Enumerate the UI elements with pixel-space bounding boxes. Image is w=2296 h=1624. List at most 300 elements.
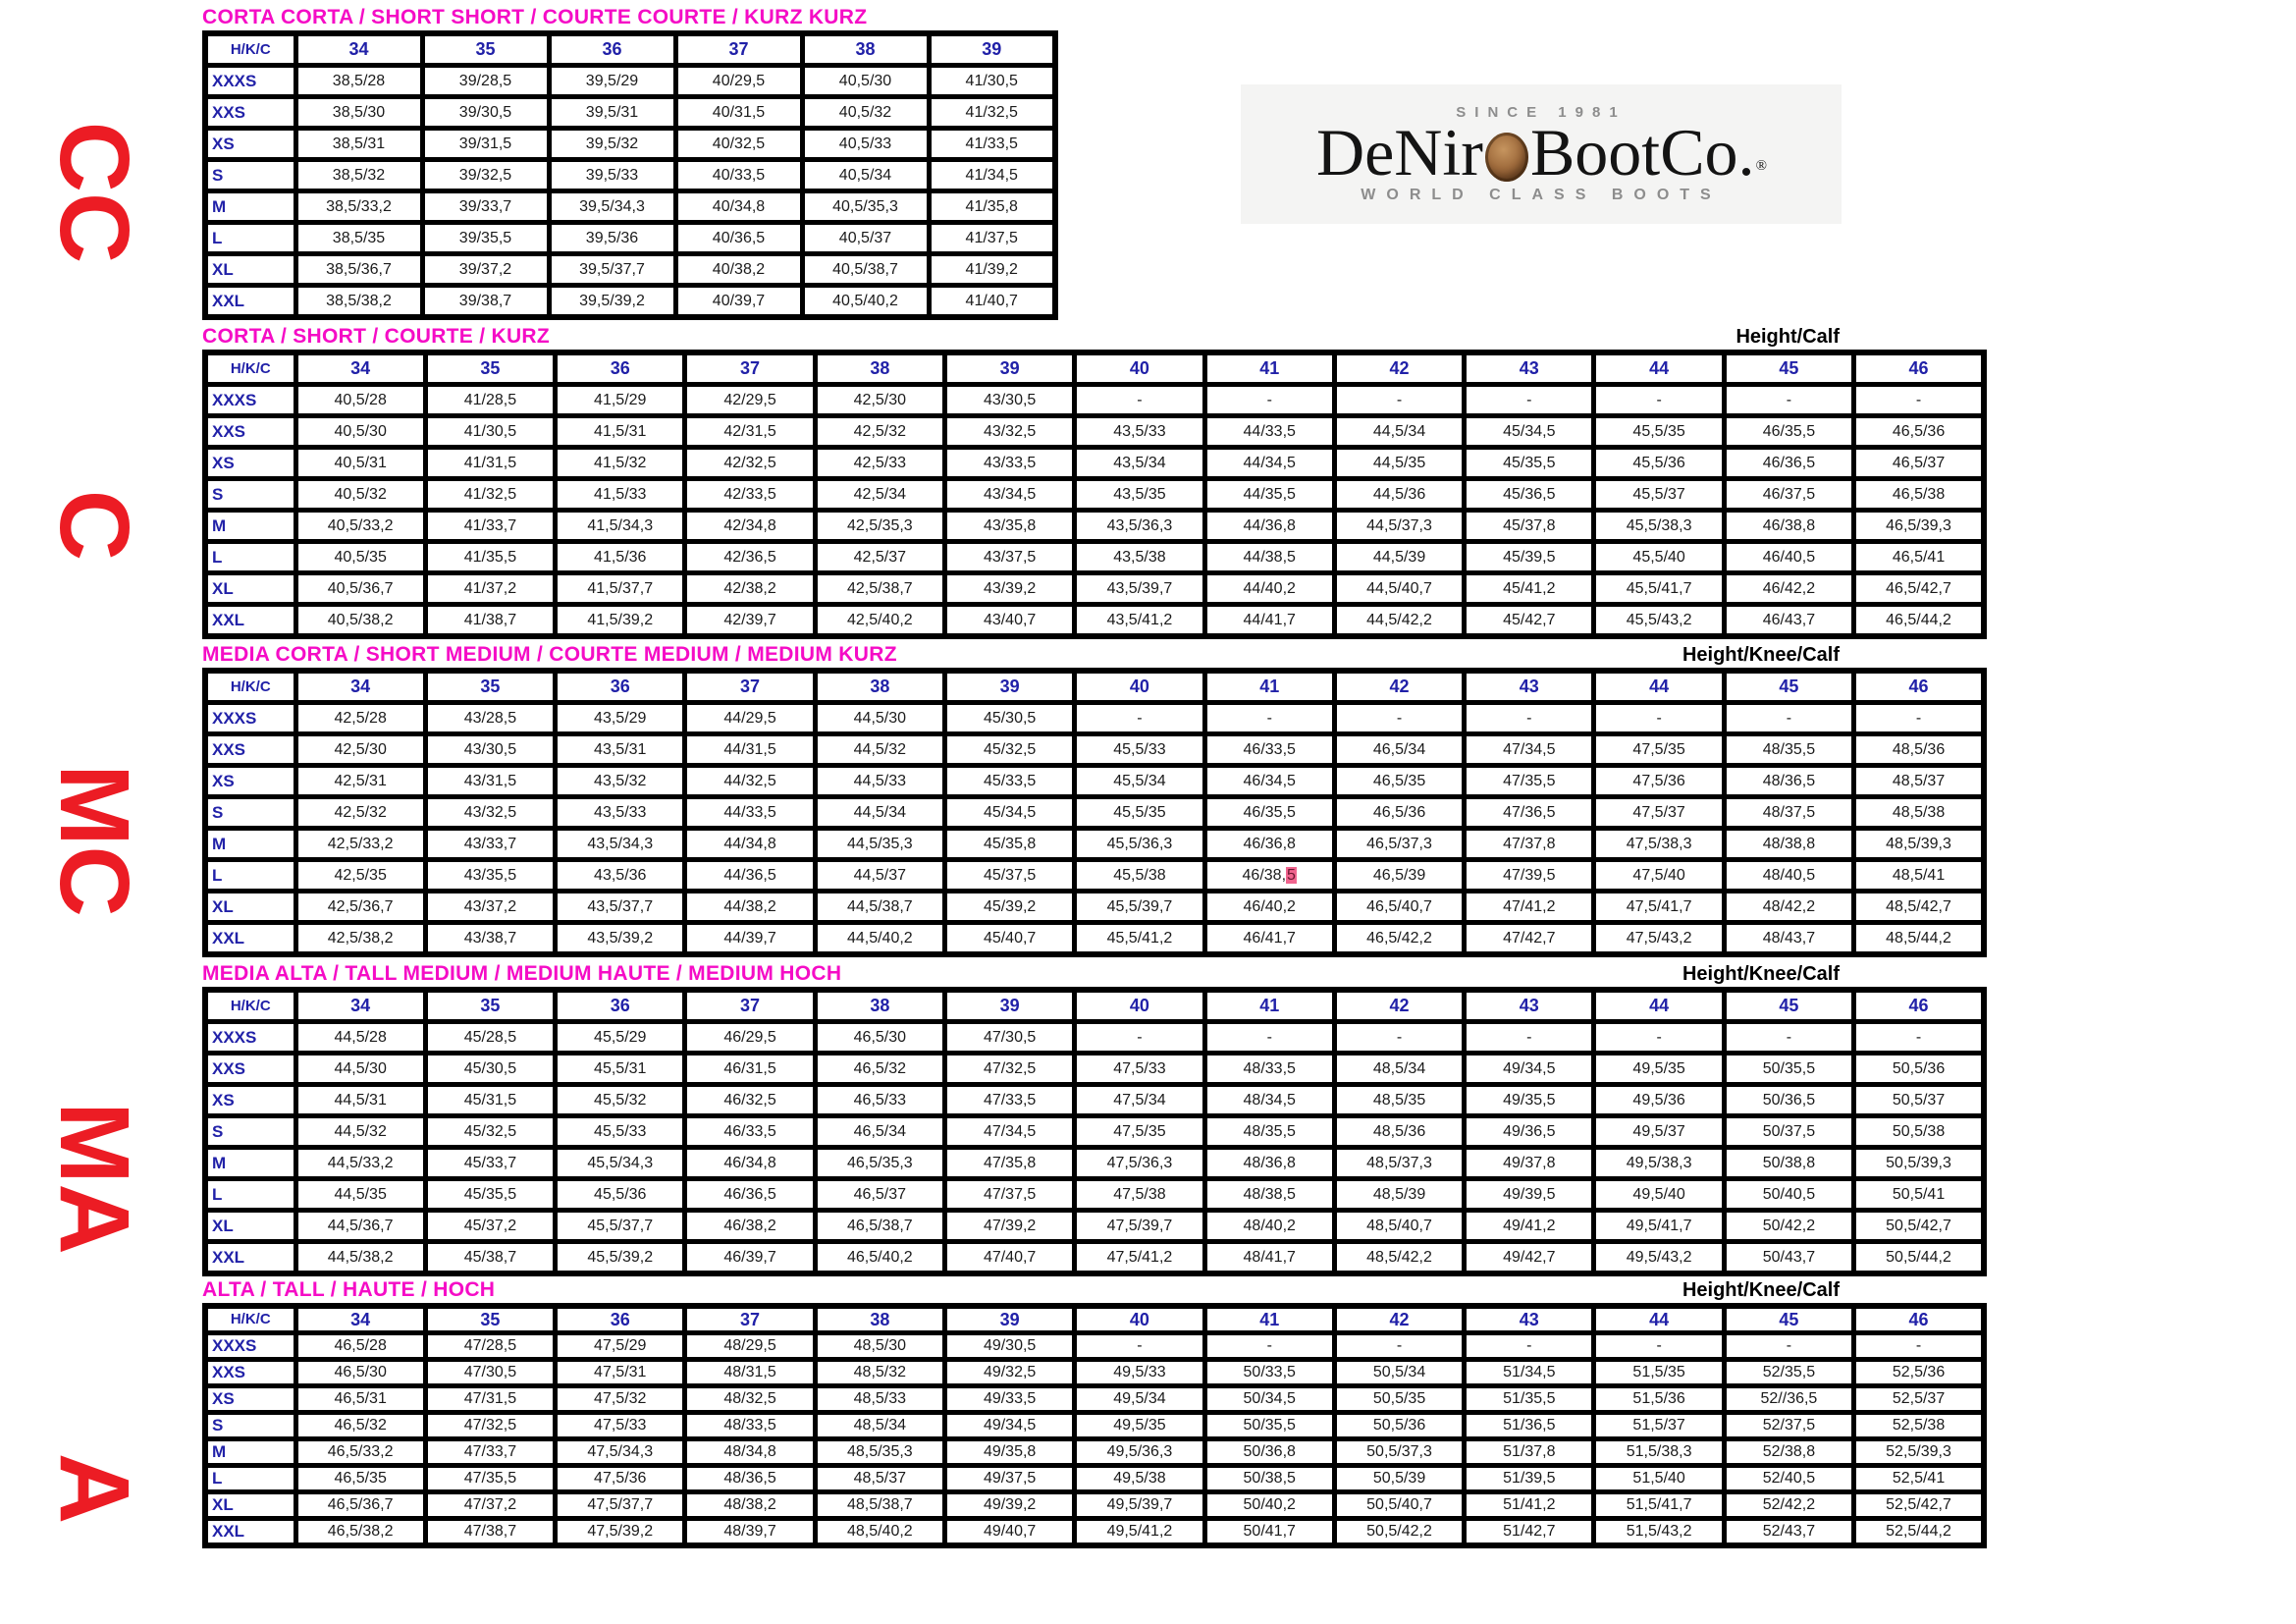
- size-cell: 39/30,5: [422, 97, 549, 129]
- size-cell: 41/40,7: [929, 286, 1055, 318]
- size-cell: 43,5/39,7: [1075, 573, 1204, 605]
- size-cell: 47/38,7: [425, 1519, 555, 1546]
- size-cell: 47,5/36: [1594, 766, 1724, 797]
- section-title: CORTA CORTA / SHORT SHORT / COURTE COURTE / KURZ KURZ: [202, 6, 868, 28]
- size-cell: 43/39,2: [944, 573, 1074, 605]
- size-cell: 39/31,5: [422, 129, 549, 160]
- size-row: [205, 97, 1055, 129]
- size-row: [205, 1022, 1984, 1054]
- size-cell: 46,5/35: [1334, 766, 1464, 797]
- size-cell: 48,5/36: [1334, 1116, 1464, 1148]
- size-cell: 45/28,5: [425, 1022, 555, 1054]
- logo-wordmark: [1316, 114, 1767, 189]
- size-cell: 42,5/40,2: [815, 605, 944, 637]
- size-cell: 46,5/39,3: [1854, 511, 1984, 542]
- size-cell: 45/38,7: [425, 1242, 555, 1274]
- row-label: XXL: [205, 1242, 295, 1274]
- size-cell: 45/37,5: [944, 860, 1074, 892]
- size-cell: 45/39,5: [1465, 542, 1594, 573]
- size-cell: 51,5/38,3: [1594, 1439, 1724, 1466]
- size-cell: 41,5/31: [556, 416, 685, 448]
- size-cell: 52/35,5: [1724, 1360, 1853, 1386]
- size-cell: 42,5/28: [295, 703, 425, 734]
- size-cell: 40,5/28: [295, 385, 425, 416]
- size-cell: 39,5/31: [549, 97, 675, 129]
- size-cell: 45/35,8: [944, 829, 1074, 860]
- size-cell: 48/36,8: [1204, 1148, 1334, 1179]
- size-cell: 44,5/35: [295, 1179, 425, 1211]
- column-header: 41: [1204, 352, 1334, 385]
- size-cell: 44,5/31: [295, 1085, 425, 1116]
- section-corta-corta: [202, 6, 1058, 320]
- row-label: L: [205, 860, 295, 892]
- size-cell: 47/37,2: [425, 1492, 555, 1519]
- size-cell: 48/42,2: [1724, 892, 1853, 923]
- column-header: 36: [556, 671, 685, 703]
- size-cell: 44,5/40,7: [1334, 573, 1464, 605]
- size-cell: 47/31,5: [425, 1386, 555, 1413]
- size-cell: 44,5/36: [1334, 479, 1464, 511]
- size-row: [205, 573, 1984, 605]
- size-cell: 44,5/35: [1334, 448, 1464, 479]
- row-label: XXS: [205, 734, 295, 766]
- size-cell: 41,5/39,2: [556, 605, 685, 637]
- size-cell: 44,5/30: [815, 703, 944, 734]
- size-row: [205, 860, 1984, 892]
- size-cell: 46/40,2: [1204, 892, 1334, 923]
- size-cell: 41/35,5: [425, 542, 555, 573]
- size-cell: 38,5/35: [295, 223, 422, 254]
- size-cell: 40,5/31: [295, 448, 425, 479]
- size-cell: 47,5/43,2: [1594, 923, 1724, 955]
- size-cell: 48/35,5: [1204, 1116, 1334, 1148]
- size-cell: 47/34,5: [1465, 734, 1594, 766]
- size-cell: 48,5/44,2: [1854, 923, 1984, 955]
- size-cell: 47,5/38: [1075, 1179, 1204, 1211]
- size-cell: 49/34,5: [944, 1413, 1074, 1439]
- size-cell: 50/41,7: [1204, 1519, 1334, 1546]
- size-row: [205, 416, 1984, 448]
- size-cell: 47/28,5: [425, 1333, 555, 1360]
- size-cell: -: [1334, 1333, 1464, 1360]
- size-cell: 45,5/39,2: [556, 1242, 685, 1274]
- size-cell: 51,5/41,7: [1594, 1492, 1724, 1519]
- size-cell: 48,5/37,3: [1334, 1148, 1464, 1179]
- size-cell: 39/28,5: [422, 66, 549, 97]
- size-cell: 47,5/34,3: [556, 1439, 685, 1466]
- size-cell: -: [1204, 1333, 1334, 1360]
- size-cell: 50,5/42,7: [1854, 1211, 1984, 1242]
- size-cell: 50/37,5: [1724, 1116, 1853, 1148]
- margin-label-a: A: [39, 1452, 149, 1525]
- size-row: [205, 1360, 1984, 1386]
- size-cell: 50/34,5: [1204, 1386, 1334, 1413]
- size-cell: 50,5/34: [1334, 1360, 1464, 1386]
- size-cell: 41,5/32: [556, 448, 685, 479]
- section-alta: [202, 1278, 1987, 1548]
- size-cell: 41/33,5: [929, 129, 1055, 160]
- highlighted-digit: 5: [1287, 867, 1296, 884]
- size-cell: -: [1465, 703, 1594, 734]
- row-label: XL: [205, 892, 295, 923]
- corner-header: H/K/C: [205, 1306, 295, 1333]
- size-cell: 41/38,7: [425, 605, 555, 637]
- size-cell: 45,5/39,7: [1075, 892, 1204, 923]
- size-cell: 46/33,5: [685, 1116, 815, 1148]
- size-cell: 48,5/34: [815, 1413, 944, 1439]
- size-cell: 50/40,2: [1204, 1492, 1334, 1519]
- size-cell: 47,5/35: [1594, 734, 1724, 766]
- size-cell: 42,5/35: [295, 860, 425, 892]
- coin-icon: [1485, 133, 1528, 182]
- size-cell: 48,5/37: [815, 1466, 944, 1492]
- size-cell: 46,5/30: [815, 1022, 944, 1054]
- size-cell: 47/35,5: [1465, 766, 1594, 797]
- size-cell: 47/37,8: [1465, 829, 1594, 860]
- size-cell: 44,5/33: [815, 766, 944, 797]
- size-cell: 49/39,5: [1465, 1179, 1594, 1211]
- size-cell: 48/33,5: [1204, 1054, 1334, 1085]
- section-media-corta: [202, 643, 1987, 957]
- size-cell: 45,5/34,3: [556, 1148, 685, 1179]
- column-header: 42: [1334, 990, 1464, 1022]
- size-cell: 46/37,5: [1724, 479, 1853, 511]
- size-cell: 51,5/37: [1594, 1413, 1724, 1439]
- size-cell: 40/34,8: [675, 191, 802, 223]
- size-cell: -: [1724, 703, 1853, 734]
- row-label: XL: [205, 1492, 295, 1519]
- row-label: XXXS: [205, 66, 295, 97]
- column-header: 37: [685, 671, 815, 703]
- size-cell: 40,5/30: [295, 416, 425, 448]
- size-cell: 49/34,5: [1465, 1054, 1594, 1085]
- size-cell: 43/28,5: [425, 703, 555, 734]
- size-cell: 50,5/44,2: [1854, 1242, 1984, 1274]
- size-cell: 45,5/35: [1075, 797, 1204, 829]
- column-header: 40: [1075, 1306, 1204, 1333]
- size-cell: -: [1465, 1333, 1594, 1360]
- column-header: 42: [1334, 671, 1464, 703]
- size-cell: 40,5/30: [802, 66, 929, 97]
- size-cell: 41/32,5: [929, 97, 1055, 129]
- size-cell: 40/38,2: [675, 254, 802, 286]
- section-title: MEDIA ALTA / TALL MEDIUM / MEDIUM HAUTE / MEDIUM HOCH: [202, 962, 842, 985]
- margin-label-c: C: [39, 489, 149, 562]
- column-header: 38: [815, 1306, 944, 1333]
- size-cell: 47,5/37: [1594, 797, 1724, 829]
- column-header: 41: [1204, 1306, 1334, 1333]
- size-row: [205, 542, 1984, 573]
- size-cell: 46,5/28: [295, 1333, 425, 1360]
- size-cell: 47,5/36,3: [1075, 1148, 1204, 1179]
- column-header: 45: [1724, 671, 1853, 703]
- size-cell: 46,5/30: [295, 1360, 425, 1386]
- size-cell: 38,5/28: [295, 66, 422, 97]
- column-header: 34: [295, 352, 425, 385]
- size-cell: 46/41,7: [1204, 923, 1334, 955]
- section-media-alta: [202, 962, 1987, 1276]
- size-cell: 49/37,5: [944, 1466, 1074, 1492]
- column-header: 45: [1724, 990, 1853, 1022]
- size-cell: 48/32,5: [685, 1386, 815, 1413]
- size-cell: 49,5/40: [1594, 1179, 1724, 1211]
- size-cell: 48/37,5: [1724, 797, 1853, 829]
- row-label: XS: [205, 1386, 295, 1413]
- measure-label: Height/Knee/Calf: [1682, 1279, 1840, 1301]
- column-header: 42: [1334, 352, 1464, 385]
- column-header: 46: [1854, 1306, 1984, 1333]
- row-label: M: [205, 1439, 295, 1466]
- size-cell: 48,5/36: [1854, 734, 1984, 766]
- row-label: XXXS: [205, 703, 295, 734]
- size-row: [205, 766, 1984, 797]
- row-label: S: [205, 1116, 295, 1148]
- size-cell: 45/41,2: [1465, 573, 1594, 605]
- size-cell: 47/32,5: [944, 1054, 1074, 1085]
- size-cell: 44,5/37: [815, 860, 944, 892]
- row-label: M: [205, 829, 295, 860]
- column-header: 39: [944, 990, 1074, 1022]
- size-cell: 43/40,7: [944, 605, 1074, 637]
- size-cell: 45,5/36: [1594, 448, 1724, 479]
- size-cell: 47,5/32: [556, 1386, 685, 1413]
- size-cell: 44,5/37,3: [1334, 511, 1464, 542]
- column-header: 40: [1075, 990, 1204, 1022]
- size-row: [205, 129, 1055, 160]
- size-cell: 47/33,5: [944, 1085, 1074, 1116]
- size-cell: 51,5/36: [1594, 1386, 1724, 1413]
- size-cell: 47,5/41,7: [1594, 892, 1724, 923]
- margin-label-cc: CC: [39, 121, 149, 264]
- size-cell: 43/33,5: [944, 448, 1074, 479]
- size-cell: 46,5/33,2: [295, 1439, 425, 1466]
- column-header: 43: [1465, 1306, 1594, 1333]
- size-cell: 50,5/38: [1854, 1116, 1984, 1148]
- size-row: [205, 892, 1984, 923]
- size-cell: 46,5/31: [295, 1386, 425, 1413]
- logo-name-right: BootCo.: [1529, 114, 1755, 189]
- size-cell: 47/39,2: [944, 1211, 1074, 1242]
- size-cell: 48,5/38,7: [815, 1492, 944, 1519]
- row-label: XXL: [205, 605, 295, 637]
- size-cell: 48/33,5: [685, 1413, 815, 1439]
- size-table-c: [202, 350, 1987, 639]
- size-cell: 41,5/36: [556, 542, 685, 573]
- size-cell: 44,5/35,3: [815, 829, 944, 860]
- size-cell: 47,5/41,2: [1075, 1242, 1204, 1274]
- size-cell: 39,5/29: [549, 66, 675, 97]
- size-row: [205, 1439, 1984, 1466]
- size-cell: 46,5/42,2: [1334, 923, 1464, 955]
- column-header: 35: [425, 990, 555, 1022]
- size-cell: 45/33,7: [425, 1148, 555, 1179]
- size-cell: 46,5/38,7: [815, 1211, 944, 1242]
- size-cell: 38,5/38,2: [295, 286, 422, 318]
- size-cell: 49/32,5: [944, 1360, 1074, 1386]
- size-cell: 51,5/35: [1594, 1360, 1724, 1386]
- row-label: S: [205, 797, 295, 829]
- column-header: 45: [1724, 352, 1853, 385]
- row-label: XXS: [205, 416, 295, 448]
- size-cell: 41/37,2: [425, 573, 555, 605]
- size-cell: 45/32,5: [425, 1116, 555, 1148]
- size-cell: 42/33,5: [685, 479, 815, 511]
- size-cell: 49,5/33: [1075, 1360, 1204, 1386]
- size-cell: 49/39,2: [944, 1492, 1074, 1519]
- size-cell: 50,5/35: [1334, 1386, 1464, 1413]
- size-cell: 47,5/31: [556, 1360, 685, 1386]
- size-cell: 44,5/34: [1334, 416, 1464, 448]
- measure-label: Height/Knee/Calf: [1682, 644, 1840, 666]
- size-cell: -: [1204, 703, 1334, 734]
- corner-header: H/K/C: [205, 990, 295, 1022]
- size-cell: 48,5/40,2: [815, 1519, 944, 1546]
- size-cell: 47,5/33: [556, 1413, 685, 1439]
- column-header: 46: [1854, 671, 1984, 703]
- size-cell: 46,5/42,7: [1854, 573, 1984, 605]
- size-cell: 49,5/36: [1594, 1085, 1724, 1116]
- size-cell: 45,5/43,2: [1594, 605, 1724, 637]
- size-cell: 51/42,7: [1465, 1519, 1594, 1546]
- size-row: [205, 1333, 1984, 1360]
- size-cell: 48/38,5: [1204, 1179, 1334, 1211]
- size-cell: 42,5/36,7: [295, 892, 425, 923]
- size-cell: 46/36,5: [1724, 448, 1853, 479]
- size-row: [205, 797, 1984, 829]
- size-cell: 45/37,2: [425, 1211, 555, 1242]
- size-cell: 42,5/30: [295, 734, 425, 766]
- size-cell: 50,5/37: [1854, 1085, 1984, 1116]
- row-label: M: [205, 191, 295, 223]
- size-cell: 48/38,2: [685, 1492, 815, 1519]
- size-cell: 41/28,5: [425, 385, 555, 416]
- size-cell: 38,5/32: [295, 160, 422, 191]
- size-cell: 46/43,7: [1724, 605, 1853, 637]
- size-cell: 39,5/33: [549, 160, 675, 191]
- column-header: 38: [802, 33, 929, 66]
- size-cell: 47,5/39,7: [1075, 1211, 1204, 1242]
- section-title: ALTA / TALL / HAUTE / HOCH: [202, 1278, 496, 1301]
- size-cell: 49,5/41,7: [1594, 1211, 1724, 1242]
- size-cell: 48,5/39,3: [1854, 829, 1984, 860]
- size-cell: -: [1724, 1333, 1853, 1360]
- column-header: 43: [1465, 671, 1594, 703]
- size-cell: 41/30,5: [425, 416, 555, 448]
- column-header: 39: [944, 352, 1074, 385]
- size-cell: -: [1075, 1333, 1204, 1360]
- size-cell: 48/36,5: [685, 1466, 815, 1492]
- size-cell: 45,5/36,3: [1075, 829, 1204, 860]
- size-cell: 47/39,5: [1465, 860, 1594, 892]
- size-row: [205, 479, 1984, 511]
- section-corta: [202, 325, 1987, 639]
- size-row: [205, 254, 1055, 286]
- size-cell: 46/34,8: [685, 1148, 815, 1179]
- size-cell: 43/37,2: [425, 892, 555, 923]
- size-cell: 40/31,5: [675, 97, 802, 129]
- column-header: 40: [1075, 671, 1204, 703]
- size-cell: 44,5/39: [1334, 542, 1464, 573]
- size-cell: 42,5/31: [295, 766, 425, 797]
- size-cell: 46,5/41: [1854, 542, 1984, 573]
- size-cell: -: [1465, 385, 1594, 416]
- size-cell: 40,5/38,2: [295, 605, 425, 637]
- size-cell: 43/37,5: [944, 542, 1074, 573]
- size-cell: 45,5/35: [1594, 416, 1724, 448]
- logo-since-text: SINCE 1981: [1456, 103, 1627, 121]
- size-cell: 40,5/35: [295, 542, 425, 573]
- size-cell: 40/36,5: [675, 223, 802, 254]
- size-cell: 46/40,5: [1724, 542, 1853, 573]
- size-cell: -: [1334, 703, 1464, 734]
- size-cell: 49/35,5: [1465, 1085, 1594, 1116]
- column-header: 34: [295, 990, 425, 1022]
- size-cell: 43/30,5: [944, 385, 1074, 416]
- size-cell: 40,5/40,2: [802, 286, 929, 318]
- size-cell: 47/30,5: [425, 1360, 555, 1386]
- row-label: L: [205, 1179, 295, 1211]
- size-cell: 46,5/37: [815, 1179, 944, 1211]
- size-cell: 50,5/40,7: [1334, 1492, 1464, 1519]
- size-cell: 46/36,8: [1204, 829, 1334, 860]
- size-cell: 44/40,2: [1204, 573, 1334, 605]
- size-cell: 41,5/29: [556, 385, 685, 416]
- margin-label-mc: MC: [39, 764, 149, 917]
- size-cell: 52,5/42,7: [1854, 1492, 1984, 1519]
- row-label: XXL: [205, 923, 295, 955]
- size-cell: 47/40,7: [944, 1242, 1074, 1274]
- size-cell: -: [1334, 385, 1464, 416]
- size-cell: 50/40,5: [1724, 1179, 1853, 1211]
- size-cell: 43,5/36,3: [1075, 511, 1204, 542]
- size-cell: 48/43,7: [1724, 923, 1853, 955]
- column-header: 35: [425, 1306, 555, 1333]
- row-label: XL: [205, 254, 295, 286]
- size-cell: 48/40,2: [1204, 1211, 1334, 1242]
- size-cell: 43,5/38: [1075, 542, 1204, 573]
- size-cell: 42/32,5: [685, 448, 815, 479]
- size-cell: 42,5/32: [815, 416, 944, 448]
- size-cell: 42/34,8: [685, 511, 815, 542]
- size-row: [205, 734, 1984, 766]
- row-label: XS: [205, 129, 295, 160]
- column-header: 37: [675, 33, 802, 66]
- size-cell: 44/35,5: [1204, 479, 1334, 511]
- size-row: [205, 191, 1055, 223]
- size-row: [205, 448, 1984, 479]
- size-row: [205, 1148, 1984, 1179]
- size-cell: 39/32,5: [422, 160, 549, 191]
- size-cell: 44,5/32: [295, 1116, 425, 1148]
- size-cell: 46,5/38,2: [295, 1519, 425, 1546]
- size-cell: 45/36,5: [1465, 479, 1594, 511]
- size-cell: 39,5/36: [549, 223, 675, 254]
- size-cell: 50/36,8: [1204, 1439, 1334, 1466]
- size-cell: 41,5/37,7: [556, 573, 685, 605]
- row-label: XXL: [205, 1519, 295, 1546]
- size-cell: 52/38,8: [1724, 1439, 1853, 1466]
- size-cell: 39/38,7: [422, 286, 549, 318]
- size-cell: 46,5/32: [295, 1413, 425, 1439]
- row-label: M: [205, 1148, 295, 1179]
- size-cell: 45/37,8: [1465, 511, 1594, 542]
- size-table-mc: [202, 668, 1987, 957]
- column-header: 36: [556, 990, 685, 1022]
- size-cell: 48,5/42,7: [1854, 892, 1984, 923]
- size-cell: 42/29,5: [685, 385, 815, 416]
- size-cell: 45,5/38,3: [1594, 511, 1724, 542]
- margin-label-ma: MA: [39, 1102, 149, 1255]
